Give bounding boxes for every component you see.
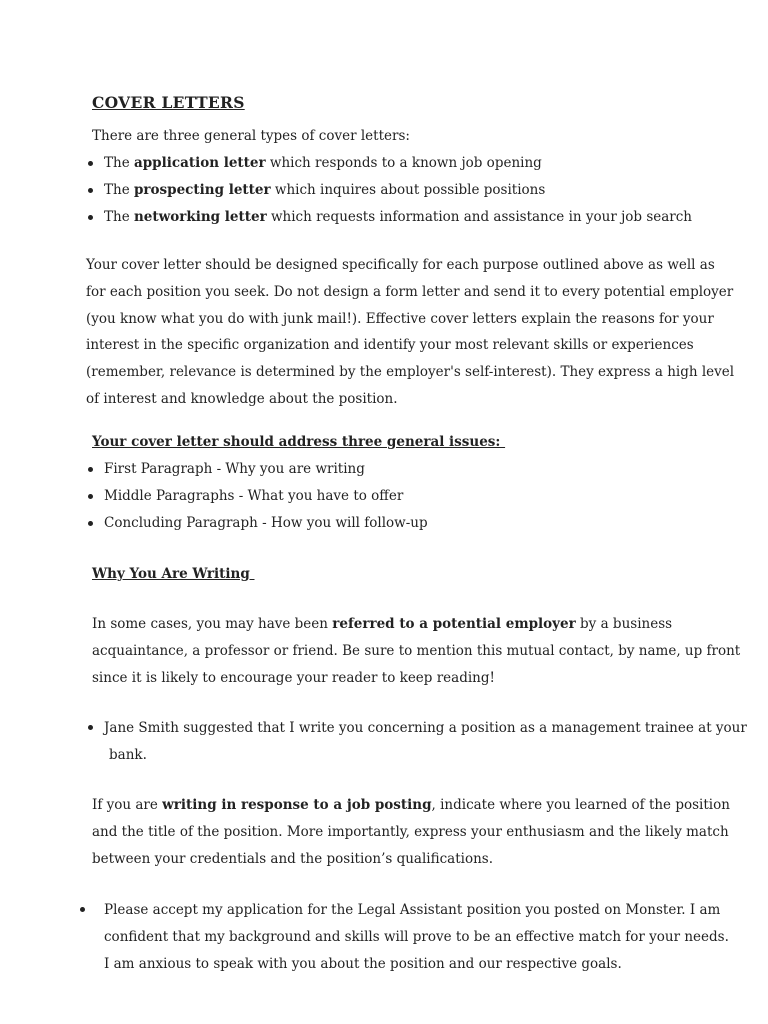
paragraph-line: acquaintance, a professor or friend. Be sure to mention this mutual contact, by name, up front	[92, 642, 741, 659]
list-item: First Paragraph - Why you are writing	[104, 461, 365, 477]
issues-heading: Your cover letter should address three general issues:	[92, 434, 506, 450]
paragraph-line: interest in the specific organization and identify your most relevant skills or experiences	[86, 337, 694, 354]
paragraph-line: between your credentials and the position’s qualifications.	[92, 850, 494, 867]
why-heading: Why You Are Writing	[92, 566, 255, 582]
bullet-icon	[80, 907, 85, 912]
list-item: Middle Paragraphs - What you have to offer	[104, 488, 404, 504]
bullet-icon	[88, 188, 93, 193]
paragraph-line: Your cover letter should be designed specifically for each purpose outlined above as well as	[86, 257, 715, 273]
example-quote	[104, 897, 729, 977]
paragraph-line: bank.	[109, 746, 147, 763]
paragraph-line: for each position you seek. Do not design a form letter and send it to every potential employer	[86, 283, 734, 300]
bullet-icon	[88, 161, 93, 166]
paragraph-line: and the title of the position. More importantly, express your enthusiasm and the likely match	[92, 823, 729, 840]
referred-paragraph	[92, 611, 740, 691]
paragraph-line: since it is likely to encourage your reader to keep reading!	[92, 669, 495, 686]
list-item: Concluding Paragraph - How you will follow-up	[104, 515, 428, 531]
paragraph-line: If you are writing in response to a job posting, indicate where you learned of the position	[92, 797, 730, 813]
bullet-icon	[88, 467, 93, 472]
list-item: The application letter which responds to a known job opening	[104, 155, 542, 171]
intro-text: There are three general types of cover letters:	[92, 128, 410, 144]
paragraph-line: I am anxious to speak with you about the position and our respective goals.	[104, 955, 622, 972]
paragraph-line: Please accept my application for the Legal Assistant position you posted on Monster. I am	[104, 902, 721, 918]
bullet-icon	[88, 725, 93, 730]
bullet-icon	[88, 494, 93, 499]
paragraph-line: In some cases, you may have been referred to a potential employer by a business	[92, 616, 673, 632]
paragraph-line: of interest and knowledge about the position.	[86, 390, 398, 407]
example-quote	[104, 715, 747, 769]
paragraph-line: confident that my background and skills will prove to be an effective match for your needs.	[104, 928, 729, 945]
paragraph-line: (you know what you do with junk mail!). Effective cover letters explain the reasons for your	[86, 310, 714, 327]
paragraph-line: (remember, relevance is determined by the employer's self-interest). They express a high level	[86, 364, 735, 381]
design-paragraph	[86, 252, 734, 413]
page-title: COVER LETTERS	[92, 93, 245, 112]
list-item: The networking letter which requests information and assistance in your job search	[104, 209, 692, 225]
bullet-icon	[88, 521, 93, 526]
bullet-icon	[88, 215, 93, 220]
list-item: The prospecting letter which inquires about possible positions	[104, 182, 546, 198]
posting-paragraph	[92, 792, 730, 872]
paragraph-line: Jane Smith suggested that I write you concerning a position as a management trainee at your	[104, 720, 747, 736]
